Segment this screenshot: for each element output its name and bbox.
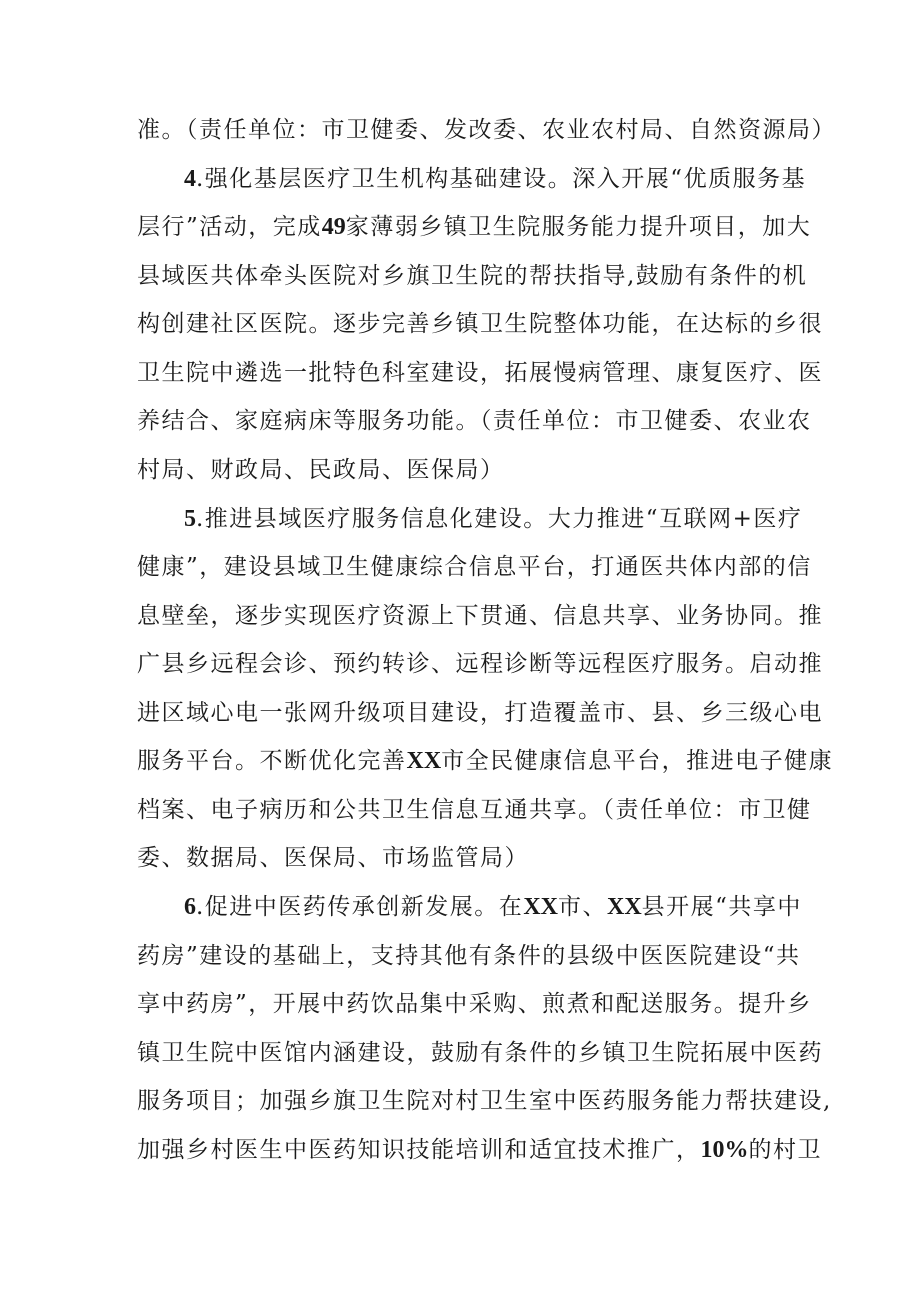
text-segment: 广县乡远程会诊、预约转诊、远程诊断等远程医疗服务。启动推: [137, 651, 823, 677]
bold-numeral: XX: [523, 894, 558, 920]
text-segment: 卫生院中遴选一批特色科室建设，拓展慢病管理、康复医疗、医: [137, 360, 823, 386]
text-segment: 县开展“共享中: [641, 894, 802, 920]
text-segment: 加强乡村医生中医药知识技能培训和适宜技术推广，: [137, 1137, 701, 1163]
text-segment: 村局、财政局、民政局、医保局）: [137, 457, 505, 483]
text-line: [0, 941, 920, 971]
text-line: [0, 406, 920, 436]
bold-numeral: 5: [184, 506, 196, 532]
text-segment: 委、数据局、医保局、市场监管局）: [137, 845, 529, 871]
paragraph-5-heading-line: [0, 504, 920, 534]
text-segment: .强化基层医疗卫生机构基础建设。深入开展“优质服务基: [196, 166, 807, 192]
text-segment: 息壁垒，逐步实现医疗资源上下贯通、信息共享、业务协同。推: [137, 603, 823, 629]
text-segment: 服务平台。不断优化完善: [137, 748, 407, 774]
text-line: [0, 212, 920, 242]
text-line: [0, 455, 920, 485]
text-segment: 层行”活动，完成: [137, 214, 322, 240]
text-segment: 的村卫: [748, 1137, 822, 1163]
text-segment: .促进中医药传承创新发展。在: [196, 894, 524, 920]
text-line: [0, 843, 920, 873]
paragraph-4-heading-line: [0, 164, 920, 194]
text-line: [0, 989, 920, 1019]
text-segment: 档案、电子病历和公共卫生信息互通共享。（责任单位：市卫健: [137, 797, 812, 823]
text-segment: 构创建社区医院。逐步完善乡镇卫生院整体功能，在达标的乡很: [137, 311, 823, 337]
bold-numeral: 4: [184, 166, 196, 192]
text-line: [0, 358, 920, 388]
text-segment: 健康”，建设县域卫生健康综合信息平台，打通医共体内部的信: [137, 554, 812, 580]
text-segment: 县域医共体牵头医院对乡旗卫生院的帮扶指导,鼓励有条件的机: [137, 263, 808, 289]
text-line: [0, 1038, 920, 1068]
bold-numeral: XX: [606, 894, 642, 920]
text-segment: 镇卫生院中医馆内涵建设，鼓励有条件的乡镇卫生院拓展中医药: [137, 1040, 823, 1066]
text-line: [0, 1086, 920, 1116]
text-segment: 准。（责任单位：市卫健委、发改委、农业农村局、自然资源局）: [137, 117, 836, 143]
text-segment: 进区域心电一张网升级项目建设，打造覆盖市、县、乡三级心电: [137, 700, 823, 726]
text-segment: 市全民健康信息平台，推进电子健康: [441, 748, 834, 774]
bold-numeral: 10%: [700, 1137, 749, 1163]
text-line: [0, 552, 920, 582]
text-line: [0, 698, 920, 728]
text-segment: .推进县域医疗服务信息化建设。大力推进“互联网+医疗: [196, 506, 803, 532]
text-line: [0, 601, 920, 631]
text-line: [0, 795, 920, 825]
text-line: [0, 261, 920, 291]
text-segment: 养结合、家庭病床等服务功能。（责任单位：市卫健委、农业农: [137, 408, 812, 434]
text-line: [0, 309, 920, 339]
text-line: [0, 649, 920, 679]
bold-numeral: 6: [184, 894, 196, 920]
text-segment: 市、: [557, 894, 607, 920]
text-segment: 服务项目；加强乡旗卫生院对村卫生室中医药服务能力帮扶建设,: [137, 1088, 832, 1114]
text-line: [0, 1135, 920, 1165]
text-segment: 享中药房”，开展中药饮品集中采购、煎煮和配送服务。提升乡: [137, 991, 812, 1017]
bold-numeral: XX: [406, 748, 442, 774]
text-line: [0, 115, 920, 145]
text-line: [0, 746, 920, 776]
text-segment: 药房”建设的基础上，支持其他有条件的县级中医医院建设“共: [137, 943, 801, 969]
bold-numeral: 49: [321, 214, 346, 240]
text-segment: 家薄弱乡镇卫生院服务能力提升项目，加大: [345, 214, 812, 240]
paragraph-6-heading-line: [0, 892, 920, 922]
